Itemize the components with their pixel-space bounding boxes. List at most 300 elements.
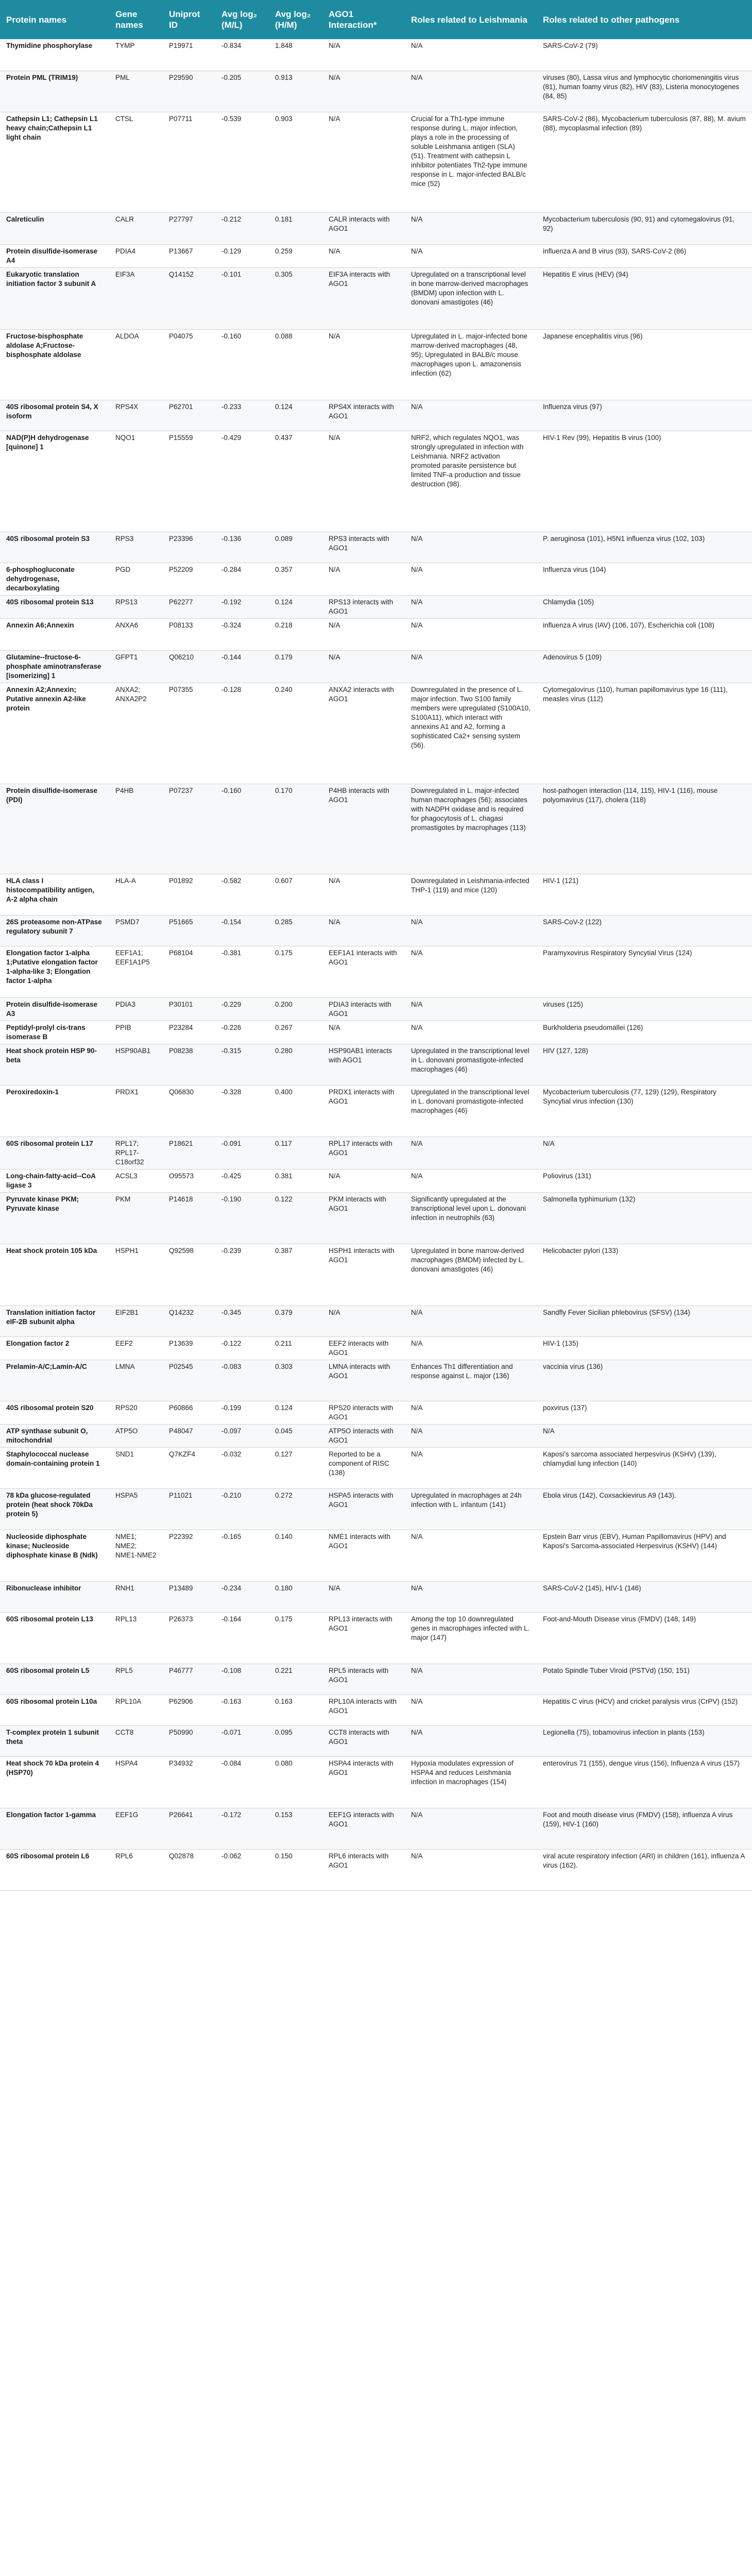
- ago1-interaction-cell: PRDX1 interacts with AGO1: [329, 1088, 395, 1105]
- ago1-interaction-cell: N/A: [322, 650, 405, 683]
- gene-name-cell: EIF2B1: [109, 1306, 163, 1336]
- gene-name-cell: HSPA4: [115, 1759, 138, 1767]
- avg-log2-ml-cell: -0.429: [221, 433, 242, 442]
- avg-log2-ml-cell: -0.144: [215, 650, 269, 683]
- gene-name-cell: ACSL3: [115, 1172, 138, 1180]
- leishmania-roles-cell: N/A: [405, 1424, 537, 1447]
- uniprot-id-cell: P08133: [169, 621, 193, 629]
- uniprot-id-cell: P34932: [169, 1759, 193, 1767]
- avg-log2-ml-cell: -0.199: [221, 1403, 242, 1412]
- leishmania-roles-cell: N/A: [411, 1697, 423, 1705]
- ago1-interaction-cell: RPS13 interacts with AGO1: [322, 595, 405, 618]
- leishmania-roles-cell: N/A: [405, 1306, 537, 1336]
- table-row: [0, 1530, 752, 1581]
- avg-log2-hm-cell: 0.175: [275, 948, 293, 957]
- uniprot-id-cell: Q92598: [169, 1246, 194, 1255]
- leishmania-roles-cell: Downregulated in Leishmania-infected THP-1 (119) and mice (120): [411, 876, 529, 894]
- leishmania-roles-cell: Downregulated in the presence of L. major infection. Two S100 family members were upregulated (S100A10, S100A11), which interact with annexins A1 and A2, forming a sophisticated Ca2+ sensing system (56).: [411, 685, 531, 749]
- leishmania-roles-cell: N/A: [411, 948, 423, 957]
- table-row: [0, 532, 752, 563]
- other-pathogen-roles-cell: HIV-1 Rev (99), Hepatitis B virus (100): [543, 433, 661, 442]
- other-pathogen-roles-cell: HIV (127, 128): [537, 1044, 752, 1085]
- gene-name-cell: RPS3: [109, 532, 163, 563]
- other-pathogen-roles-cell: viruses (125): [537, 997, 752, 1021]
- avg-log2-ml-cell: -0.212: [215, 212, 269, 244]
- leishmania-roles-cell: N/A: [411, 42, 423, 49]
- table-row: [0, 212, 752, 244]
- table-row: [0, 267, 752, 329]
- ago1-interaction-cell: N/A: [322, 1581, 405, 1612]
- table-row: [0, 997, 752, 1021]
- avg-log2-ml-cell: -0.160: [215, 784, 269, 874]
- gene-name-cell: PDIA3: [109, 997, 163, 1021]
- protein-name-cell: 6-phosphogluconate dehydrogenase, decarboxylating: [6, 565, 75, 592]
- avg-log2-ml-cell: -0.172: [215, 1808, 269, 1849]
- avg-log2-hm-cell: 0.080: [275, 1759, 293, 1767]
- avg-log2-ml-cell: -0.071: [215, 1725, 269, 1756]
- avg-log2-hm-cell: 0.089: [269, 532, 322, 563]
- ago1-interaction-cell: RPL13 interacts with AGO1: [329, 1615, 392, 1632]
- other-pathogen-roles-cell: Epstein Barr virus (EBV), Human Papillomavirus (HPV) and Kaposi's Sarcoma-associated Herpesvirus (KSHV) (144): [543, 1532, 726, 1550]
- ago1-interaction-cell: N/A: [322, 71, 405, 112]
- uniprot-id-cell: P46777: [163, 1664, 215, 1694]
- uniprot-id-cell: Q02878: [169, 1852, 194, 1860]
- protein-name-cell: 40S ribosomal protein S20: [6, 1403, 94, 1412]
- ago1-interaction-cell: HSPA4 interacts with AGO1: [329, 1759, 394, 1776]
- other-pathogen-roles-cell: Sandfly Fever Sicilian phlebovirus (SFSV) (134): [537, 1306, 752, 1336]
- ago1-interaction-cell: RPS3 interacts with AGO1: [322, 532, 405, 563]
- ago1-interaction-cell: EIF3A interacts with AGO1: [322, 267, 405, 329]
- leishmania-roles-cell: N/A: [411, 1852, 423, 1860]
- uniprot-id-cell: P14618: [163, 1192, 215, 1244]
- gene-name-cell: ANXA6: [115, 621, 139, 629]
- gene-name-cell: HLA-A: [115, 876, 136, 885]
- avg-log2-hm-cell: 0.124: [269, 400, 322, 431]
- protein-name-cell: 60S ribosomal protein L6: [6, 1852, 90, 1860]
- leishmania-roles-cell: Enhances Th1 differentiation and response against L. major (136): [405, 1360, 537, 1401]
- ago1-interaction-cell: RPL5 interacts with AGO1: [322, 1664, 405, 1694]
- leishmania-roles-cell: Crucial for a Th1-type immune response during L. major infection, plays a role in the processing of soluble Leishmania antigen (SLA) (51). Treatment with cathepsin L inhibitor potentiates Th2-type immune response in L. major-infected BALB/c mice (52): [411, 114, 527, 188]
- other-pathogen-roles-cell: Paramyxovirus Respiratory Syncytial Virus (124): [543, 948, 692, 957]
- ago1-interaction-cell: N/A: [329, 565, 340, 573]
- uniprot-id-cell: O95573: [169, 1172, 194, 1180]
- ago1-interaction-cell: N/A: [329, 114, 340, 123]
- protein-name-cell: 26S proteasome non-ATPase regulatory subunit 7: [0, 915, 109, 946]
- uniprot-id-cell: P26641: [163, 1808, 215, 1849]
- table-row: [0, 1725, 752, 1756]
- leishmania-roles-cell: Upregulated in the transcriptional level in L. donovani promastigote-infected macrophages (46): [411, 1088, 529, 1114]
- uniprot-id-cell: Q14232: [163, 1306, 215, 1336]
- avg-log2-ml-cell: -0.154: [215, 915, 269, 946]
- other-pathogen-roles-cell: Hepatitis E virus (HEV) (94): [537, 267, 752, 329]
- avg-log2-hm-cell: 1.848: [275, 42, 293, 49]
- table-row: [0, 1612, 752, 1664]
- table-row: [0, 1336, 752, 1360]
- protein-name-cell: Translation initiation factor eIF-2B subunit alpha: [0, 1306, 109, 1336]
- ago1-interaction-cell: RPL10A interacts with AGO1: [329, 1697, 397, 1715]
- col-header-avg-ml: Avg log₂ (M/L): [215, 0, 269, 39]
- uniprot-id-cell: P02545: [163, 1360, 215, 1401]
- table-row: [0, 1021, 752, 1044]
- other-pathogen-roles-cell: Mycobacterium tuberculosis (77, 129) (129), Respiratory Syncytial virus infection (130): [543, 1088, 716, 1105]
- leishmania-roles-cell: Upregulated in the transcriptional level in L. donovani promastigote-infected macrophages (46): [405, 1044, 537, 1085]
- protein-name-cell: 60S ribosomal protein L5: [0, 1664, 109, 1694]
- other-pathogen-roles-cell: Burkholderia pseudomallei (126): [543, 1023, 643, 1031]
- avg-log2-ml-cell: -0.239: [221, 1246, 242, 1255]
- gene-name-cell: HSP90AB1: [109, 1044, 163, 1085]
- other-pathogen-roles-cell: Legionella (75), tobamovirus infection in plants (153): [537, 1725, 752, 1756]
- other-pathogen-roles-cell: SARS-CoV-2 (122): [537, 915, 752, 946]
- leishmania-roles-cell: N/A: [411, 1403, 423, 1412]
- uniprot-id-cell: P13639: [169, 1339, 193, 1347]
- protein-name-cell: 40S ribosomal protein S4, X isoform: [0, 400, 109, 431]
- protein-name-cell: Elongation factor 1-alpha 1;Putative elongation factor 1-alpha-like 3; Elongation factor 1-alpha: [6, 948, 98, 985]
- ago1-interaction-cell: PDIA3 interacts with AGO1: [322, 997, 405, 1021]
- uniprot-id-cell: Q7KZF4: [169, 1450, 196, 1458]
- protein-name-cell: Annexin A2;Annexin; Putative annexin A2-like protein: [6, 685, 86, 712]
- protein-name-cell: Glutamine--fructose-6-phosphate aminotransferase [isomerizing] 1: [0, 650, 109, 683]
- other-pathogen-roles-cell: P. aeruginosa (101), H5N1 influenza virus (102, 103): [537, 532, 752, 563]
- avg-log2-ml-cell: -0.284: [221, 565, 242, 573]
- uniprot-id-cell: P08238: [163, 1044, 215, 1085]
- avg-log2-ml-cell: -0.163: [221, 1697, 242, 1705]
- leishmania-roles-cell: Among the top 10 downregulated genes in macrophages infected with L. major (147): [411, 1615, 530, 1641]
- gene-name-cell: RPS20: [115, 1403, 138, 1412]
- col-header-gene-names: Gene names: [109, 0, 163, 39]
- protein-name-cell: Pyruvate kinase PKM; Pyruvate kinase: [0, 1192, 109, 1244]
- uniprot-id-cell: P62906: [169, 1697, 193, 1705]
- protein-name-cell: Eukaryotic translation initiation factor 3 subunit A: [0, 267, 109, 329]
- leishmania-roles-cell: Hypoxia modulates expression of HSPA4 and reduces Leishmania infection in macrophages (154): [411, 1759, 514, 1786]
- table-row: [0, 1664, 752, 1694]
- ago1-interaction-cell: CCT8 interacts with AGO1: [322, 1725, 405, 1756]
- leishmania-roles-cell: Significantly upregulated at the transcriptional level upon L. donovani infection in neutrophils (63): [405, 1192, 537, 1244]
- uniprot-id-cell: Q14152: [163, 267, 215, 329]
- leishmania-roles-cell: Upregulated in L. major-infected bone marrow-derived macrophages (48, 95); Upregulated in BALB/c mouse macrophages upon L. amazonensis infection (62): [411, 332, 527, 377]
- avg-log2-hm-cell: 0.127: [275, 1450, 293, 1458]
- avg-log2-hm-cell: 0.140: [275, 1532, 293, 1540]
- uniprot-id-cell: P23396: [163, 532, 215, 563]
- table-row: [0, 1192, 752, 1244]
- other-pathogen-roles-cell: Foot and mouth disease virus (FMDV) (158), influenza A virus (159), HIV-1 (160): [537, 1808, 752, 1849]
- uniprot-id-cell: P52209: [169, 565, 193, 573]
- gene-name-cell: GFPT1: [109, 650, 163, 683]
- col-header-uniprot-id: Uniprot ID: [163, 0, 215, 39]
- avg-log2-hm-cell: 0.437: [275, 433, 293, 442]
- table-row: [0, 1044, 752, 1085]
- avg-log2-ml-cell: -0.190: [215, 1192, 269, 1244]
- gene-name-cell: PRDX1: [115, 1088, 139, 1096]
- other-pathogen-roles-cell: Adenovirus 5 (109): [537, 650, 752, 683]
- ago1-interaction-cell: RPS4X interacts with AGO1: [322, 400, 405, 431]
- gene-name-cell: EIF3A: [109, 267, 163, 329]
- uniprot-id-cell: P29590: [163, 71, 215, 112]
- table-row: [0, 915, 752, 946]
- ago1-interaction-cell: LMNA interacts with AGO1: [322, 1360, 405, 1401]
- uniprot-id-cell: P60866: [169, 1403, 193, 1412]
- protein-name-cell: Heat shock protein HSP 90-beta: [0, 1044, 109, 1085]
- leishmania-roles-cell: N/A: [411, 1339, 423, 1347]
- uniprot-id-cell: P01892: [169, 876, 193, 885]
- avg-log2-hm-cell: 0.400: [275, 1088, 293, 1096]
- avg-log2-ml-cell: -0.425: [221, 1172, 242, 1180]
- avg-log2-ml-cell: -0.160: [221, 332, 242, 340]
- gene-name-cell: PKM: [109, 1192, 163, 1244]
- ago1-interaction-cell: Reported to be a component of RISC (138): [329, 1450, 389, 1477]
- avg-log2-hm-cell: 0.240: [275, 685, 293, 693]
- table-row: [0, 1849, 752, 1890]
- uniprot-id-cell: P04075: [169, 332, 193, 340]
- protein-name-cell: Cathepsin L1; Cathepsin L1 heavy chain;Cathepsin L1 light chain: [6, 114, 98, 141]
- gene-name-cell: ALDOA: [115, 332, 139, 340]
- avg-log2-ml-cell: -0.136: [215, 532, 269, 563]
- gene-name-cell: RPL6: [115, 1852, 133, 1860]
- ago1-interaction-cell: RPS20 interacts with AGO1: [329, 1403, 394, 1421]
- protein-name-cell: Protein disulfide-isomerase A4: [6, 247, 98, 264]
- other-pathogen-roles-cell: Foot-and-Mouth Disease virus (FMDV) (148, 149): [543, 1615, 696, 1623]
- gene-name-cell: RPL13: [115, 1615, 137, 1623]
- table-row: [0, 683, 752, 784]
- avg-log2-ml-cell: -0.101: [215, 267, 269, 329]
- gene-name-cell: P4HB: [109, 784, 163, 874]
- avg-log2-ml-cell: -0.129: [221, 247, 242, 255]
- ago1-interaction-cell: N/A: [329, 247, 340, 255]
- avg-log2-ml-cell: -0.062: [221, 1852, 242, 1860]
- protein-name-cell: Peptidyl-prolyl cis-trans isomerase B: [6, 1023, 86, 1041]
- protein-name-cell: Ribonuclease inhibitor: [0, 1581, 109, 1612]
- gene-name-cell: EEF1A1; EEF1A1P5: [115, 948, 150, 966]
- uniprot-id-cell: P62277: [163, 595, 215, 618]
- ago1-interaction-cell: N/A: [322, 1306, 405, 1336]
- ago1-interaction-cell: P4HB interacts with AGO1: [322, 784, 405, 874]
- table-row: [0, 650, 752, 683]
- table-row: [0, 595, 752, 618]
- table-row: [0, 1244, 752, 1306]
- ago1-interaction-cell: RPL17 interacts with AGO1: [322, 1137, 405, 1169]
- leishmania-roles-cell: NRF2, which regulates NQO1, was strongly upregulated in infection with Leishmania. NRF2 activation promoted parasite persistence but limited TNF-a production and tissue destruction (98).: [411, 433, 524, 488]
- avg-log2-hm-cell: 0.357: [275, 565, 293, 573]
- ago1-interaction-cell: N/A: [329, 433, 340, 442]
- ago1-interaction-cell: EEF1A1 interacts with AGO1: [329, 948, 397, 966]
- other-pathogen-roles-cell: host-pathogen interaction (114, 115), HIV-1 (116), mouse polyomavirus (117), cholera (118): [537, 784, 752, 874]
- avg-log2-hm-cell: 0.163: [275, 1697, 293, 1705]
- leishmania-roles-cell: Upregulated in macrophages at 24h infection with L. infantum (141): [405, 1488, 537, 1530]
- table-row: [0, 39, 752, 71]
- protein-name-cell: Protein PML (TRIM19): [0, 71, 109, 112]
- ago1-interaction-cell: PKM interacts with AGO1: [322, 1192, 405, 1244]
- protein-name-cell: Staphylococcal nuclease domain-containing protein 1: [6, 1450, 100, 1467]
- avg-log2-hm-cell: 0.117: [269, 1137, 322, 1169]
- gene-name-cell: RPL5: [109, 1664, 163, 1694]
- other-pathogen-roles-cell: poxvirus (137): [543, 1403, 587, 1412]
- avg-log2-ml-cell: -0.226: [221, 1023, 242, 1031]
- table-row: [0, 1401, 752, 1424]
- other-pathogen-roles-cell: Hepatitis C virus (HCV) and cricket paralysis virus (CrPV) (152): [543, 1697, 738, 1705]
- col-header-ago1: AGO1 Interaction*: [322, 0, 405, 39]
- table-row: [0, 946, 752, 997]
- uniprot-id-cell: P18621: [163, 1137, 215, 1169]
- avg-log2-hm-cell: 0.088: [275, 332, 293, 340]
- leishmania-roles-cell: N/A: [405, 1137, 537, 1169]
- gene-name-cell: PSMD7: [109, 915, 163, 946]
- table-row: [0, 874, 752, 915]
- gene-name-cell: HSPH1: [115, 1246, 139, 1255]
- leishmania-roles-cell: N/A: [405, 915, 537, 946]
- gene-name-cell: RPL17; RPL17-C18orf32: [109, 1137, 163, 1169]
- table-row: [0, 1488, 752, 1530]
- protein-name-cell: Peroxiredoxin-1: [6, 1088, 59, 1096]
- table-row: [0, 1756, 752, 1808]
- table-row: [0, 1306, 752, 1336]
- table-row: [0, 784, 752, 874]
- ago1-interaction-cell: N/A: [329, 42, 340, 49]
- ago1-interaction-cell: EEF2 interacts with AGO1: [329, 1339, 389, 1357]
- avg-log2-hm-cell: 0.180: [269, 1581, 322, 1612]
- table-row: [0, 244, 752, 267]
- ago1-interaction-cell: ANXA2 interacts with AGO1: [329, 685, 394, 703]
- other-pathogen-roles-cell: viral acute respiratory infection (ARI) in children (161), influenza A virus (162).: [543, 1852, 745, 1869]
- gene-name-cell: NME1; NME2; NME1-NME2: [115, 1532, 157, 1559]
- avg-log2-hm-cell: 0.181: [269, 212, 322, 244]
- avg-log2-hm-cell: 0.124: [269, 595, 322, 618]
- uniprot-id-cell: Q06830: [169, 1088, 194, 1096]
- protein-name-cell: Annexin A6;Annexin: [6, 621, 74, 629]
- col-header-protein-names: Protein names: [0, 0, 109, 39]
- avg-log2-hm-cell: 0.200: [269, 997, 322, 1021]
- ago1-interaction-cell: HSPA5 interacts with AGO1: [322, 1488, 405, 1530]
- table-row: [0, 112, 752, 212]
- avg-log2-hm-cell: 0.218: [275, 621, 293, 629]
- uniprot-id-cell: P26373: [169, 1615, 193, 1623]
- avg-log2-hm-cell: 0.095: [269, 1725, 322, 1756]
- gene-name-cell: EEF1G: [109, 1808, 163, 1849]
- other-pathogen-roles-cell: Japanese encephalitis virus (96): [543, 332, 643, 340]
- leishmania-roles-cell: N/A: [405, 997, 537, 1021]
- avg-log2-ml-cell: -0.328: [221, 1088, 242, 1096]
- avg-log2-hm-cell: 0.175: [275, 1615, 293, 1623]
- leishmania-roles-cell: Upregulated in bone marrow-derived macrophages (BMDM) infected by L. donovani amastigotes (46): [411, 1246, 524, 1273]
- avg-log2-hm-cell: 0.381: [275, 1172, 293, 1180]
- protein-name-cell: Thymidine phosphorylase: [6, 42, 93, 49]
- uniprot-id-cell: P07355: [169, 685, 193, 693]
- other-pathogen-roles-cell: influenza A virus (IAV) (106, 107), Escherichia coli (108): [543, 621, 714, 629]
- gene-name-cell: SND1: [115, 1450, 134, 1458]
- avg-log2-ml-cell: -0.192: [215, 595, 269, 618]
- protein-name-cell: Fructose-bisphosphate aldolase A;Fructose-bisphosphate aldolase: [6, 332, 83, 359]
- gene-name-cell: PPIB: [115, 1023, 131, 1031]
- avg-log2-hm-cell: 0.150: [275, 1852, 293, 1860]
- avg-log2-ml-cell: -0.381: [221, 948, 242, 957]
- avg-log2-hm-cell: 0.285: [269, 915, 322, 946]
- other-pathogen-roles-cell: enterovirus 71 (155), dengue virus (156), Influenza A virus (157): [543, 1759, 740, 1767]
- table-row: [0, 1694, 752, 1725]
- protein-name-cell: 78 kDa glucose-regulated protein (heat shock 70kDa protein 5): [0, 1488, 109, 1530]
- avg-log2-hm-cell: 0.221: [269, 1664, 322, 1694]
- uniprot-id-cell: P62701: [163, 400, 215, 431]
- leishmania-roles-cell: N/A: [405, 650, 537, 683]
- gene-name-cell: RPL10A: [115, 1697, 142, 1705]
- protein-name-cell: Long-chain-fatty-acid--CoA ligase 3: [6, 1172, 96, 1189]
- other-pathogen-roles-cell: Mycobacterium tuberculosis (90, 91) and cytomegalovirus (91, 92): [537, 212, 752, 244]
- ago1-interaction-cell: N/A: [329, 876, 340, 885]
- protein-name-cell: 40S ribosomal protein S3: [0, 532, 109, 563]
- avg-log2-ml-cell: -0.233: [215, 400, 269, 431]
- uniprot-id-cell: P13489: [163, 1581, 215, 1612]
- avg-log2-ml-cell: -0.032: [221, 1450, 242, 1458]
- avg-log2-hm-cell: 0.379: [269, 1306, 322, 1336]
- avg-log2-hm-cell: 0.259: [275, 247, 293, 255]
- col-header-leishmania-roles: Roles related to Leishmania: [405, 0, 537, 39]
- uniprot-id-cell: P11021: [163, 1488, 215, 1530]
- avg-log2-hm-cell: 0.170: [269, 784, 322, 874]
- uniprot-id-cell: P07711: [169, 114, 193, 123]
- avg-log2-ml-cell: -0.234: [215, 1581, 269, 1612]
- other-pathogen-roles-cell: Influenza virus (97): [537, 400, 752, 431]
- avg-log2-ml-cell: -0.315: [215, 1044, 269, 1085]
- avg-log2-ml-cell: -0.539: [221, 114, 242, 123]
- avg-log2-ml-cell: -0.084: [221, 1759, 242, 1767]
- protein-name-cell: 60S ribosomal protein L13: [6, 1615, 93, 1623]
- col-header-other-pathogen-roles: Roles related to other pathogens: [537, 0, 752, 39]
- gene-name-cell: CTSL: [115, 114, 133, 123]
- table-row: [0, 1085, 752, 1137]
- other-pathogen-roles-cell: Salmonella typhimurium (132): [537, 1192, 752, 1244]
- other-pathogen-roles-cell: viruses (80), Lassa virus and lymphocytic choriomeningitis virus (81), human foamy virus (82), HIV (83), Listeria monocytogenes (84, 85): [537, 71, 752, 112]
- protein-name-cell: Nucleoside diphosphate kinase; Nucleoside diphosphate kinase B (Ndk): [6, 1532, 98, 1559]
- table-row: [0, 400, 752, 431]
- protein-name-cell: Protein disulfide-isomerase A3: [0, 997, 109, 1021]
- uniprot-id-cell: P27797: [163, 212, 215, 244]
- avg-log2-ml-cell: -0.210: [215, 1488, 269, 1530]
- leishmania-roles-cell: N/A: [411, 1450, 423, 1458]
- table-row: [0, 563, 752, 595]
- gene-name-cell: PDIA4: [115, 247, 136, 255]
- other-pathogen-roles-cell: SARS-CoV-2 (79): [543, 42, 598, 49]
- table-row: [0, 1447, 752, 1488]
- table-row: [0, 1808, 752, 1849]
- leishmania-roles-cell: N/A: [411, 1023, 423, 1031]
- other-pathogen-roles-cell: Helicobacter pylori (133): [543, 1246, 619, 1255]
- other-pathogen-roles-cell: Chlamydia (105): [537, 595, 752, 618]
- uniprot-id-cell: P23284: [169, 1023, 193, 1031]
- other-pathogen-roles-cell: SARS-CoV-2 (145), HIV-1 (146): [537, 1581, 752, 1612]
- other-pathogen-roles-cell: SARS-CoV-2 (86), Mycobacterium tuberculosis (87, 88), M. avium (88), mycoplasmal infection (89): [543, 114, 746, 132]
- table-row: [0, 618, 752, 650]
- table-row: [0, 431, 752, 532]
- avg-log2-ml-cell: -0.083: [215, 1360, 269, 1401]
- table-row: [0, 1424, 752, 1447]
- protein-name-cell: Protein disulfide-isomerase (PDI): [0, 784, 109, 874]
- other-pathogen-roles-cell: HIV-1 (135): [543, 1339, 579, 1347]
- uniprot-id-cell: P30101: [163, 997, 215, 1021]
- other-pathogen-roles-cell: influenza A and B virus (93), SARS-CoV-2 (86): [543, 247, 687, 255]
- leishmania-roles-cell: N/A: [411, 565, 423, 573]
- other-pathogen-roles-cell: N/A: [537, 1424, 752, 1447]
- avg-log2-hm-cell: 0.607: [275, 876, 293, 885]
- leishmania-roles-cell: N/A: [405, 71, 537, 112]
- protein-name-cell: NAD(P)H dehydrogenase [quinone] 1: [6, 433, 89, 451]
- avg-log2-hm-cell: 0.153: [269, 1808, 322, 1849]
- leishmania-roles-cell: N/A: [405, 595, 537, 618]
- avg-log2-ml-cell: -0.229: [215, 997, 269, 1021]
- table-row: [0, 71, 752, 112]
- uniprot-id-cell: P07237: [163, 784, 215, 874]
- col-header-avg-hm: Avg log₂ (H/M): [269, 0, 322, 39]
- avg-log2-hm-cell: 0.272: [269, 1488, 322, 1530]
- uniprot-id-cell: P15559: [169, 433, 193, 442]
- protein-name-cell: ATP synthase subunit O, mitochondrial: [0, 1424, 109, 1447]
- avg-log2-ml-cell: -0.164: [221, 1615, 242, 1623]
